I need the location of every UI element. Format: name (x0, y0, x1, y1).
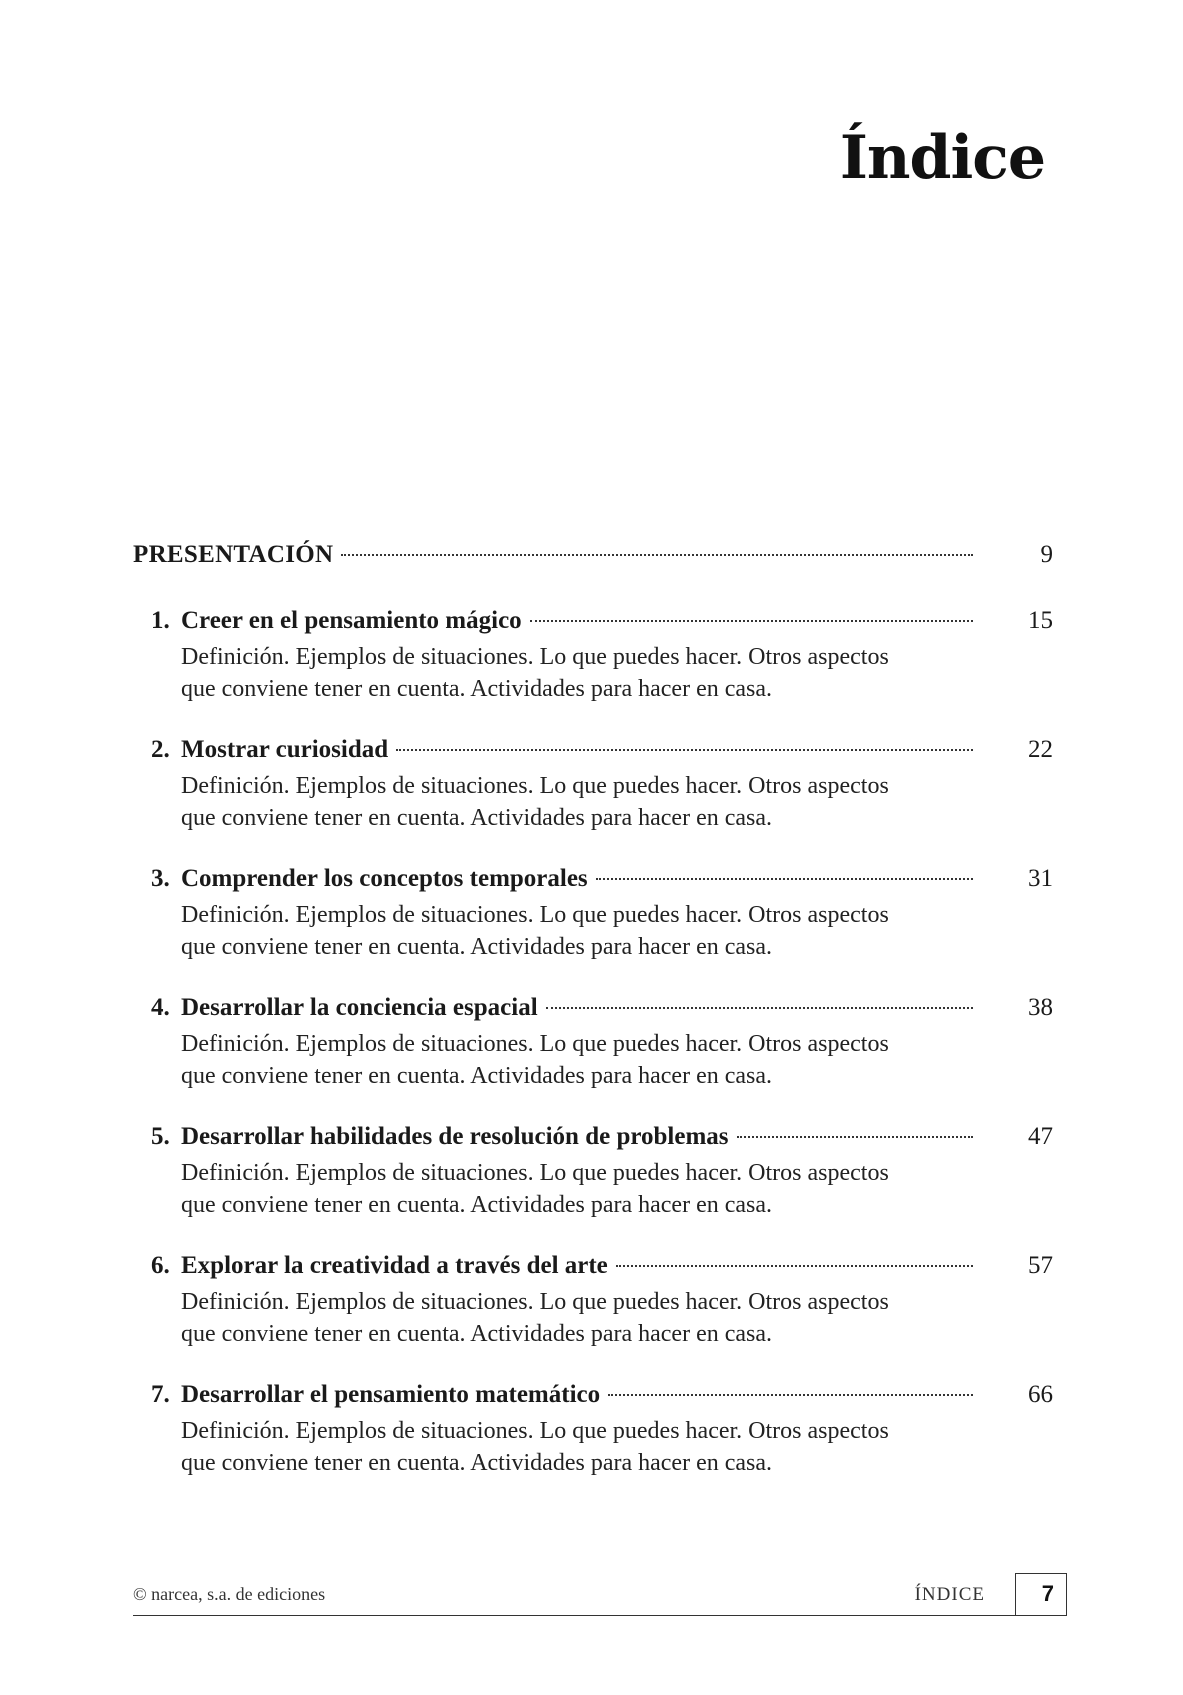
dot-leader (616, 1265, 973, 1267)
toc-page-number: 47 (1028, 1123, 1053, 1150)
chapter-number: 3. (151, 865, 170, 892)
page-number-box (1015, 1573, 1067, 1615)
toc-page-number: 66 (1028, 1381, 1053, 1408)
page-number: 7 (1041, 1581, 1054, 1606)
toc-entry-title: Desarrollar la conciencia espacial (181, 994, 538, 1021)
toc-entry-description: Definición. Ejemplos de situaciones. Lo que puedes hacer. Otros aspectos que conviene tener en cuenta. Actividades para hacer en casa. (181, 1160, 889, 1218)
footer-section-label: ÍNDICE (914, 1584, 985, 1605)
toc-entry-chapter-3[interactable] (133, 859, 1053, 963)
toc-entry-title: Explorar la creatividad a través del arte (181, 1252, 608, 1279)
toc-page-number: 38 (1028, 994, 1053, 1021)
toc-entry-description: Definición. Ejemplos de situaciones. Lo que puedes hacer. Otros aspectos que conviene tener en cuenta. Actividades para hacer en casa. (181, 1031, 889, 1089)
dot-leader (396, 749, 973, 751)
toc-page-number: 22 (1028, 736, 1053, 763)
chapter-number: 2. (151, 736, 170, 763)
toc-page-number: 57 (1028, 1252, 1053, 1279)
toc-page-number: 9 (1040, 541, 1053, 568)
toc-entry-title: Mostrar curiosidad (181, 736, 389, 763)
toc-entry-chapter-7[interactable] (133, 1375, 1053, 1479)
footer-copyright: © narcea, s.a. de ediciones (133, 1584, 326, 1604)
chapter-number: 4. (151, 994, 170, 1021)
toc-entry-description: Definición. Ejemplos de situaciones. Lo que puedes hacer. Otros aspectos que conviene tener en cuenta. Actividades para hacer en casa. (181, 644, 889, 702)
toc-entry-presentation[interactable] (133, 535, 1053, 575)
toc-entry-title: Creer en el pensamiento mágico (181, 607, 522, 634)
table-of-contents (133, 535, 1053, 1504)
toc-entry-description: Definición. Ejemplos de situaciones. Lo que puedes hacer. Otros aspectos que conviene tener en cuenta. Actividades para hacer en casa. (181, 902, 889, 960)
dot-leader (608, 1394, 973, 1396)
toc-entry-title: Desarrollar habilidades de resolución de problemas (181, 1123, 729, 1150)
footer-rule (133, 1615, 1067, 1616)
toc-entry-description: Definición. Ejemplos de situaciones. Lo que puedes hacer. Otros aspectos que conviene tener en cuenta. Actividades para hacer en casa. (181, 773, 889, 831)
toc-entry-title: Comprender los conceptos temporales (181, 865, 588, 892)
dot-leader (530, 620, 973, 622)
chapter-number: 6. (151, 1252, 170, 1279)
toc-page-number: 31 (1028, 865, 1053, 892)
chapter-number: 5. (151, 1123, 170, 1150)
toc-entry-chapter-5[interactable] (133, 1117, 1053, 1221)
dot-leader (546, 1007, 973, 1009)
chapter-number: 7. (151, 1381, 170, 1408)
toc-entry-chapter-6[interactable] (133, 1246, 1053, 1350)
toc-entry-chapter-4[interactable] (133, 988, 1053, 1092)
toc-entry-chapter-1[interactable] (133, 601, 1053, 705)
toc-entry-title: PRESENTACIÓN (133, 541, 334, 568)
toc-entry-description: Definición. Ejemplos de situaciones. Lo que puedes hacer. Otros aspectos que conviene tener en cuenta. Actividades para hacer en casa. (181, 1289, 889, 1347)
toc-entry-description: Definición. Ejemplos de situaciones. Lo que puedes hacer. Otros aspectos que conviene tener en cuenta. Actividades para hacer en casa. (181, 1418, 889, 1476)
chapter-number: 1. (151, 607, 170, 634)
toc-entry-title: Desarrollar el pensamiento matemático (181, 1381, 601, 1408)
toc-entry-chapter-2[interactable] (133, 730, 1053, 834)
dot-leader (596, 878, 973, 880)
toc-page-number: 15 (1028, 607, 1053, 634)
dot-leader (341, 554, 973, 556)
page-title: Índice (839, 123, 1045, 193)
dot-leader (737, 1136, 974, 1138)
